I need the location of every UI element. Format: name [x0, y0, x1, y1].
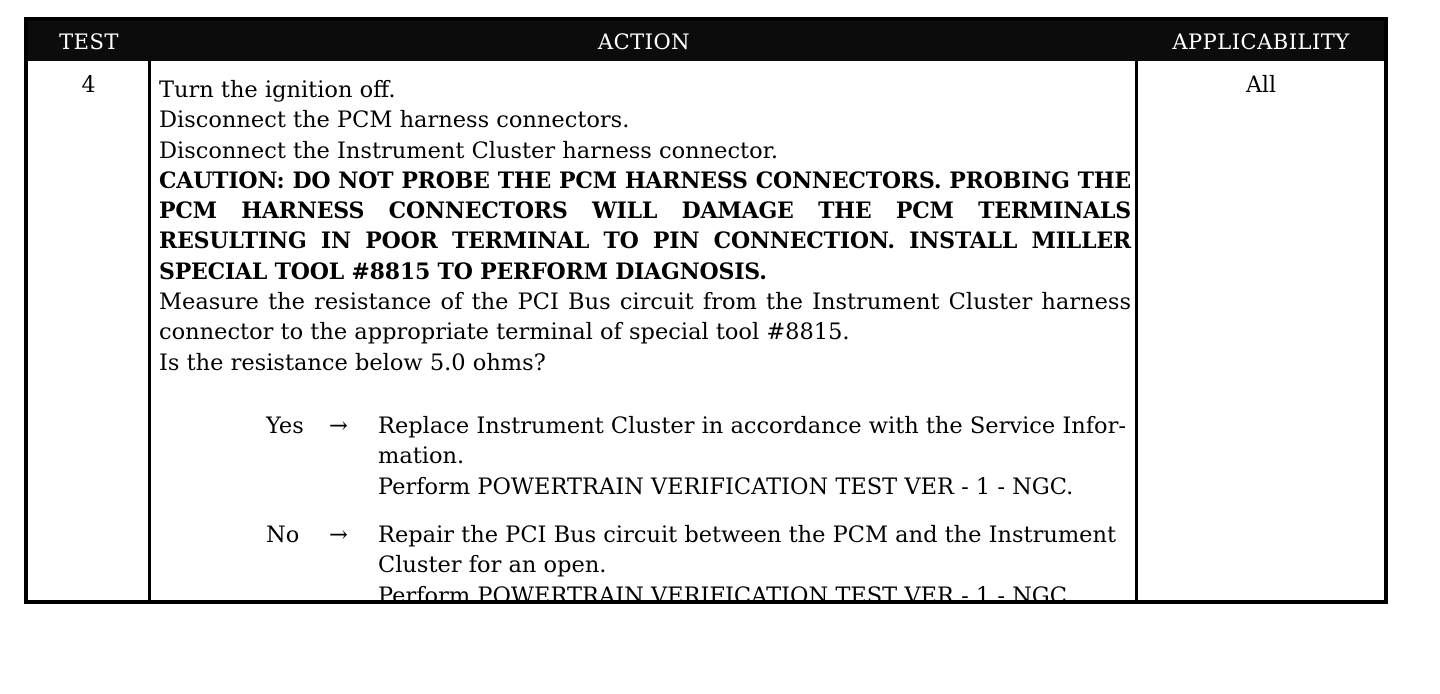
- right-arrow-icon: →: [329, 522, 348, 548]
- yes-line-2: mation.: [378, 443, 465, 470]
- header-action: ACTION: [597, 30, 691, 54]
- yes-label: Yes: [266, 413, 304, 439]
- right-arrow-icon: →: [329, 413, 348, 439]
- action-cell: [159, 75, 1131, 378]
- yes-action-text: [378, 411, 1131, 502]
- measure-instruction: Measure the resistance of the PCI Bus circuit from the Instrument Cluster harness connector to the appropriate terminal of special tool #8815.: [159, 289, 1131, 346]
- no-action-text: [378, 520, 1131, 611]
- no-label: No: [266, 522, 300, 548]
- step-ignition-off: Turn the ignition off.: [159, 77, 396, 103]
- column-divider-action-applicability: [1135, 61, 1138, 604]
- header-applicability: APPLICABILITY: [1172, 30, 1350, 54]
- no-line-3: Perform POWERTRAIN VERIFICATION TEST VER - 1 - NGC.: [378, 582, 1074, 609]
- no-line-1: Repair the PCI Bus circuit between the PCM and the Instrument: [378, 522, 1117, 548]
- yes-line-1: Replace Instrument Cluster in accordance with the Service Infor-: [378, 413, 1126, 439]
- diagnostic-test-table: [24, 17, 1388, 609]
- no-line-2: Cluster for an open.: [378, 552, 607, 579]
- step-disconnect-cluster: Disconnect the Instrument Cluster harness connector.: [159, 137, 779, 164]
- caution-warning: CAUTION: DO NOT PROBE THE PCM HARNESS CONNECTORS. PROBING THE PCM HARNESS CONNECTORS WILL DAMAGE THE PCM TERMINALS RESULTING IN POOR TERMINAL TO PIN CONNECTION. INSTALL MILLER SPECIAL TOOL #8815 TO PERFORM DIAGNOSIS.: [159, 167, 1131, 285]
- step-disconnect-pcm: Disconnect the PCM harness connectors.: [159, 107, 630, 134]
- applicability-value: All: [1246, 73, 1276, 98]
- yes-line-3: Perform POWERTRAIN VERIFICATION TEST VER - 1 - NGC.: [378, 473, 1074, 500]
- column-divider-test-action: [148, 61, 151, 604]
- test-number: 4: [81, 73, 96, 98]
- table-header-row: [28, 21, 1384, 61]
- resistance-question: Is the resistance below 5.0 ohms?: [159, 349, 546, 376]
- header-test: TEST: [59, 30, 119, 54]
